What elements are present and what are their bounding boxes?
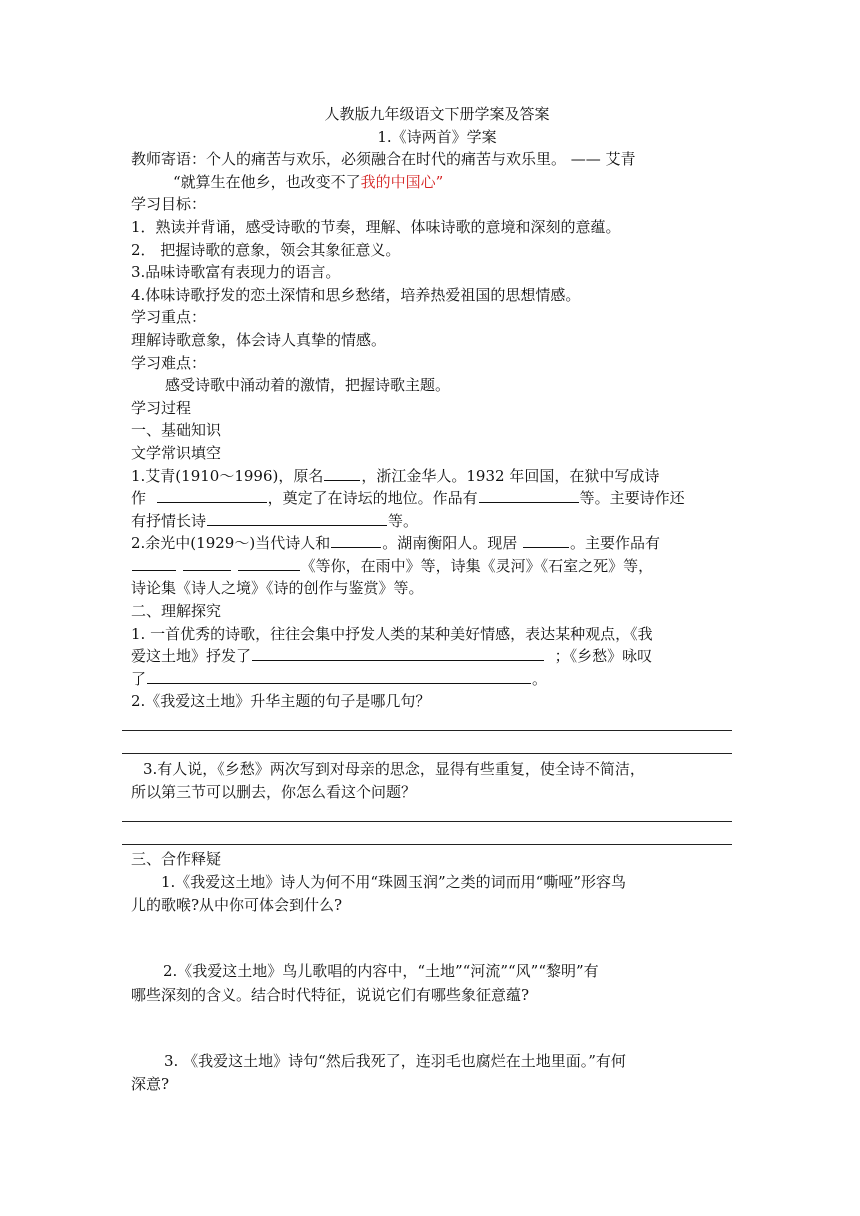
goal-item: 4.体味诗歌抒发的恋土深情和思乡愁绪，培养热爱祖国的思想情感。 xyxy=(131,285,581,304)
document-body xyxy=(131,103,731,713)
p3-question-3-line-1: 3. 《我爱这土地》诗句“然后我死了，连羽毛也腐烂在土地里面。”有何 xyxy=(164,1052,626,1070)
question-2-line-1 xyxy=(131,532,731,555)
question-2-line-2 xyxy=(131,555,731,578)
q1-text: 1.艾青(1910～1996)，原名 xyxy=(131,466,324,485)
question-2-line-3: 诗论集《诗人之境》《诗的创作与鉴赏》等。 xyxy=(131,579,424,598)
p2-question-1-line-2 xyxy=(131,645,731,668)
p2q1-text: 。 xyxy=(532,669,548,688)
p3-question-2-line-2: 哪些深刻的含义。结合时代特征，说说它们有哪些象征意蕴? xyxy=(131,986,530,1004)
answer-line[interactable] xyxy=(122,844,732,845)
difficulty-text: 感受诗歌中涌动着的激情，把握诗歌主题。 xyxy=(165,376,451,395)
goals-heading: 学习目标： xyxy=(131,195,207,214)
answer-line[interactable] xyxy=(122,753,732,754)
p3-question-2-line-1: 2.《我爱这土地》鸟儿歌唱的内容中，“土地”“河流”“风”“黎明”有 xyxy=(163,962,599,980)
q1-text: 等。 xyxy=(388,511,419,530)
key-text: 理解诗歌意象，体会诗人真挚的情感。 xyxy=(131,330,387,349)
answer-blank[interactable] xyxy=(479,487,579,503)
question-1-line-1 xyxy=(131,465,731,488)
answer-line[interactable] xyxy=(122,821,732,822)
document-title: 人教版九年级语文下册学案及答案 xyxy=(324,105,550,123)
answer-blank[interactable] xyxy=(132,555,176,571)
quote-text: “就算生在他乡，也改变不了 xyxy=(173,172,361,191)
p2-question-3-line-2: 所以第三节可以删去，你怎么看这个问题？ xyxy=(131,783,417,801)
q2-text: 《等你，在雨中》等，诗集《灵河》《石室之死》等， xyxy=(300,556,654,575)
p3-question-3-line-2: 深意? xyxy=(131,1075,170,1093)
q2-text: 2.余光中(1929～)当代诗人和 xyxy=(131,534,331,553)
answer-blank[interactable] xyxy=(252,645,544,661)
p2-question-1-line-1: 1. 一首优秀的诗歌，往往会集中抒发人类的某种美好情感，表达某种观点，《我 xyxy=(131,624,653,643)
answer-blank[interactable] xyxy=(207,510,387,526)
goal-item: 2． 把握诗歌的意象，领会其象征意义。 xyxy=(131,240,401,259)
teacher-quote: 教师寄语：个人的痛苦与欢乐，必须融合在时代的痛苦与欢乐里。 —— 艾青 xyxy=(131,150,636,169)
question-1-line-3 xyxy=(131,510,731,533)
answer-blank[interactable] xyxy=(331,532,381,548)
difficulty-heading: 学习难点： xyxy=(131,353,207,372)
quote-highlight: 我的中国心” xyxy=(360,172,444,191)
answer-blank[interactable] xyxy=(183,555,231,571)
p3-question-1-line-2: 儿的歌喉?从中你可体会到什么? xyxy=(131,896,343,914)
process-heading: 学习过程 xyxy=(131,398,192,417)
p2-question-1-line-3 xyxy=(131,668,731,691)
quote-line xyxy=(131,171,731,194)
q1-text: ，奠定了在诗坛的地位。作品有 xyxy=(267,489,478,508)
part2-heading: 二、理解探究 xyxy=(131,602,222,621)
p3-question-1-line-1: 1.《我爱这土地》诗人为何不用“珠圆玉润”之类的词而用“嘶哑”形容鸟 xyxy=(161,873,626,891)
p2-question-2: 2.《我爱这土地》升华主题的句子是哪几句？ xyxy=(131,692,431,711)
question-1-line-2 xyxy=(131,487,731,510)
answer-blank[interactable] xyxy=(523,532,569,548)
key-heading: 学习重点： xyxy=(131,308,207,327)
p2q1-text: 了 xyxy=(131,669,147,688)
document-subtitle: 1.《诗两首》学案 xyxy=(377,127,497,146)
p2q1-text: ；《乡愁》咏叹 xyxy=(554,647,653,666)
answer-blank[interactable] xyxy=(238,555,300,571)
q1-text: ，浙江金华人。1932 年回国，在狱中写成诗 xyxy=(361,466,660,485)
lit-heading: 文学常识填空 xyxy=(131,443,222,462)
p2-question-3-line-1: 3.有人说，《乡愁》两次写到对母亲的思念，显得有些重复，使全诗不简洁， xyxy=(143,760,645,778)
q1-text: 等。主要诗作还 xyxy=(579,489,685,508)
goal-item: 3.品味诗歌富有表现力的语言。 xyxy=(131,263,341,282)
p2q1-text: 爱这土地》抒发了 xyxy=(131,647,252,666)
answer-blank[interactable] xyxy=(324,465,360,481)
goal-item: 1．熟读并背诵，感受诗歌的节奏，理解、体味诗歌的意境和深刻的意蕴。 xyxy=(131,217,621,236)
q1-text: 有抒情长诗 xyxy=(131,511,207,530)
answer-blank[interactable] xyxy=(157,487,267,503)
answer-line[interactable] xyxy=(122,730,732,731)
part3-heading: 三、合作释疑 xyxy=(131,850,222,868)
q2-text: 。主要作品有 xyxy=(570,534,661,553)
q1-text: 作 xyxy=(131,489,147,508)
q2-text: 。湖南衡阳人。现居 xyxy=(382,534,518,553)
answer-blank[interactable] xyxy=(147,668,531,684)
part1-heading: 一、基础知识 xyxy=(131,421,222,440)
